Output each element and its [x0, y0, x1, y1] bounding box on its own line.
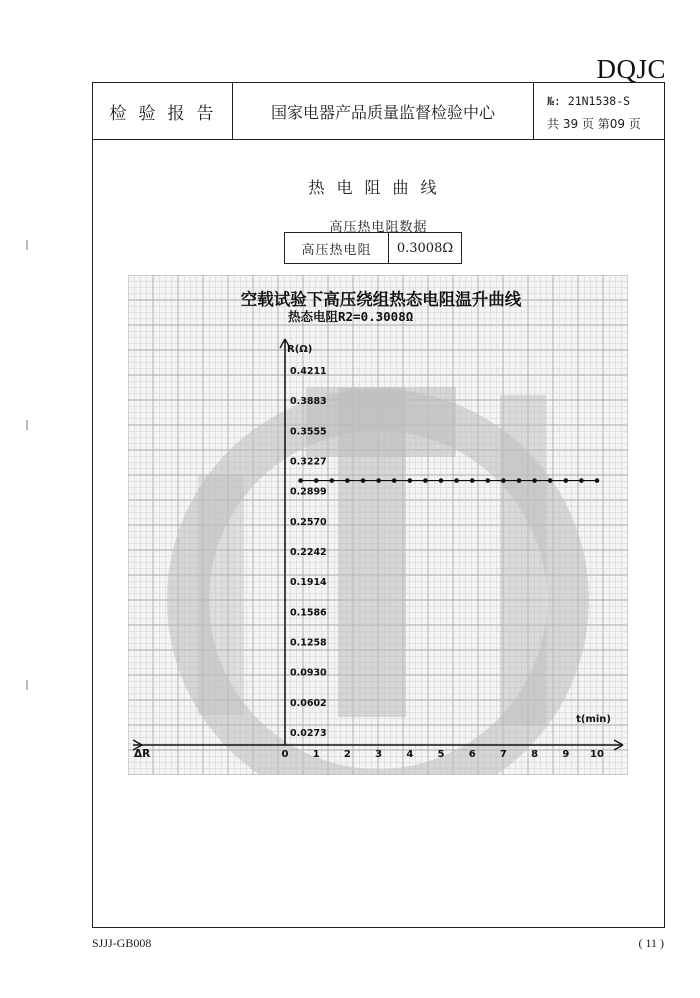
section-title: 热电阻曲线 — [308, 178, 449, 197]
y-axis-label: R(Ω) — [287, 344, 313, 355]
resistance-value: 0.3008Ω — [396, 240, 454, 256]
page-count: 共 39 页 第09 页 — [547, 117, 641, 131]
data-point — [532, 478, 537, 483]
y-tick-label: 0.1258 — [290, 637, 327, 649]
report-meta — [533, 83, 666, 139]
data-point — [298, 478, 303, 483]
x-tick-label: 4 — [406, 749, 414, 760]
data-point — [345, 478, 350, 483]
x-tick-label: 5 — [437, 749, 445, 760]
watermark-i — [500, 395, 546, 725]
y-tick-label: 0.0273 — [290, 728, 327, 739]
watermark-stem — [338, 387, 406, 717]
binding-mark — [26, 420, 28, 430]
left-axis-label: ΔR — [134, 748, 151, 760]
data-point — [501, 478, 506, 483]
chart-title: 空载试验下高压绕组热态电阻温升曲线 — [240, 290, 522, 309]
x-axis-label: t(min) — [576, 714, 611, 725]
x-tick-label: 10 — [590, 749, 604, 760]
y-tick-label: 0.0930 — [290, 667, 327, 679]
watermark-e — [198, 475, 244, 715]
binding-mark — [26, 680, 28, 690]
data-point — [330, 478, 335, 483]
data-point — [408, 478, 413, 483]
data-point — [454, 478, 459, 483]
chart-svg — [128, 275, 628, 775]
data-point — [470, 478, 475, 483]
data-point — [486, 478, 491, 483]
y-tick-label: 0.3883 — [290, 396, 327, 408]
data-point — [423, 478, 428, 483]
data-point — [595, 478, 600, 483]
brand-mark: DQJC — [596, 54, 666, 84]
y-tick-label: 0.1914 — [290, 577, 327, 589]
y-tick-label: 0.2899 — [290, 486, 327, 498]
form-code: SJJJ-GB008 — [92, 936, 152, 950]
x-tick-label: 9 — [562, 749, 570, 760]
data-point — [376, 478, 381, 483]
resistance-table — [284, 232, 462, 264]
data-point — [579, 478, 584, 483]
chart-subtitle: 热态电阻R2=0.3008Ω — [288, 309, 414, 324]
y-tick-label: 0.3227 — [290, 456, 327, 468]
doc-type: 检验报告 — [93, 83, 233, 139]
x-tick-label: 2 — [343, 749, 351, 760]
report-number: №: 21N1538-S — [547, 94, 631, 108]
data-point — [439, 478, 444, 483]
data-point — [548, 478, 553, 483]
x-tick-label: 7 — [499, 749, 507, 760]
binding-mark — [26, 240, 28, 250]
x-tick-label: 3 — [375, 749, 383, 760]
org-name: 国家电器产品质量监督检验中心 — [233, 83, 534, 139]
x-tick-label: 8 — [531, 749, 539, 760]
page-number: ( 11 ) — [638, 936, 664, 950]
report-header — [93, 83, 664, 140]
data-point — [564, 478, 569, 483]
y-tick-label: 0.2570 — [290, 516, 327, 528]
y-tick-label: 0.4211 — [290, 366, 327, 377]
x-tick-label: 1 — [312, 749, 320, 760]
y-tick-label: 0.1586 — [290, 607, 327, 619]
data-point — [314, 478, 319, 483]
resistance-chart — [128, 275, 628, 775]
x-tick-label: 6 — [468, 749, 476, 760]
y-tick-label: 0.0602 — [290, 697, 327, 709]
data-point — [361, 478, 366, 483]
x-tick-label: 0 — [281, 749, 289, 760]
y-tick-label: 0.3555 — [290, 426, 327, 438]
data-point — [392, 478, 397, 483]
y-tick-label: 0.2242 — [290, 547, 327, 558]
data-point — [517, 478, 522, 483]
table-title: 高压热电阻数据 — [329, 220, 428, 235]
resistance-label: 高压热电阻 — [285, 233, 389, 263]
